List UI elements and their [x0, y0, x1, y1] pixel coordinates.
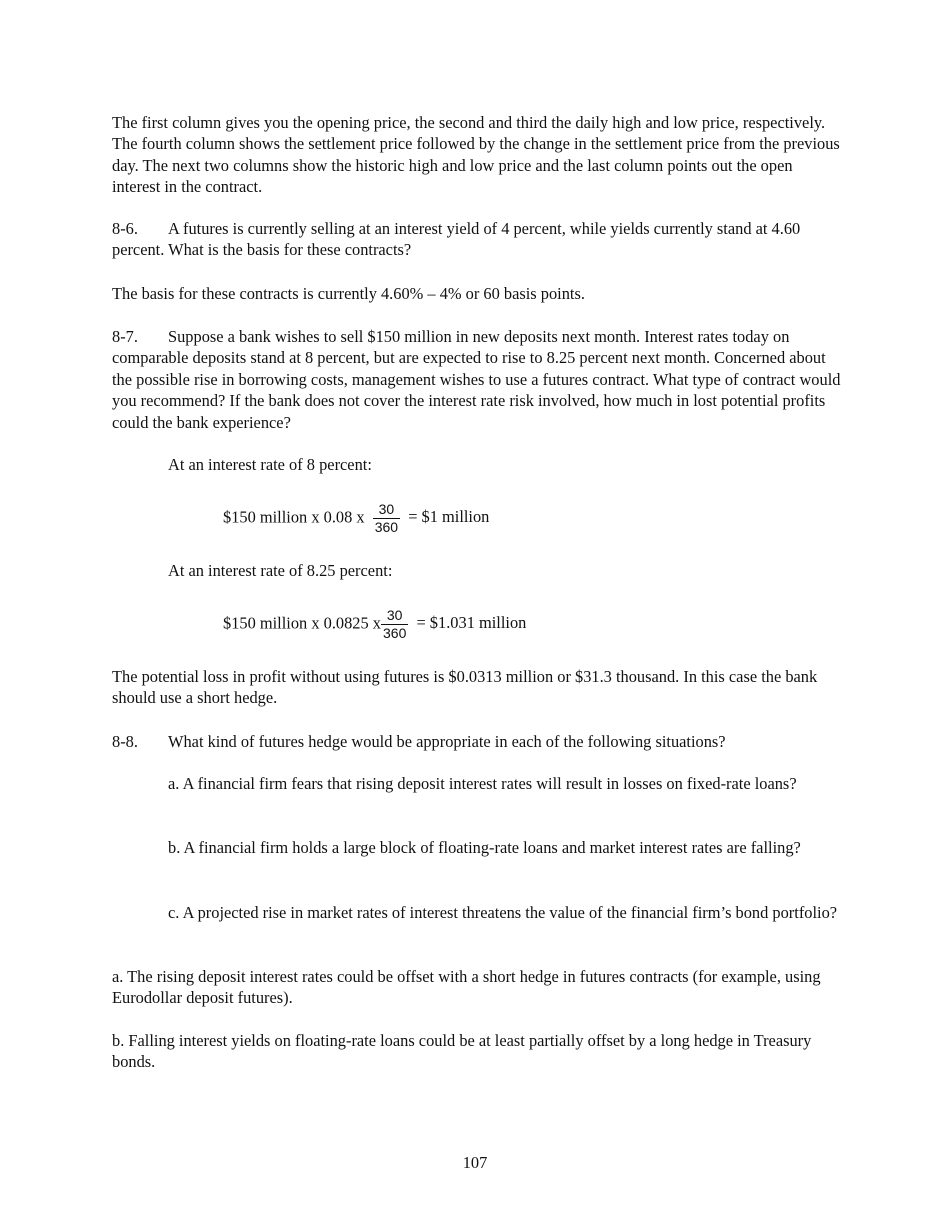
answer-8-6: The basis for these contracts is currently 4.60% – 4% or 60 basis points. [112, 284, 585, 303]
rate-label-8: At an interest rate of 8 percent: [168, 455, 372, 474]
equation-825-percent [223, 607, 526, 642]
question-8-8-item-b: b. A financial firm holds a large block of floating-rate loans and market interest rates are falling? [168, 838, 801, 857]
question-text: Suppose a bank wishes to sell $150 million in new deposits next month. Interest rates today on comparable deposits stand at 8 percent, but are expected to rise to 8.25 percent next month. Concerned about the possible rise in borrowing costs, management wishes to use a futures contract. What type of contract would you recommend? If the bank does not cover the interest rate risk involved, how much in lost potential profits could the bank experience? [112, 327, 841, 432]
equation-8-percent [223, 501, 489, 536]
answer-8-7: The potential loss in profit without using futures is $0.0313 million or $31.3 thousand. In this case the bank should use a short hedge. [112, 667, 818, 708]
question-number: 8-8. [112, 732, 138, 751]
equation-left: $150 million x 0.08 x [223, 507, 365, 527]
intro-paragraph: The first column gives you the opening price, the second and third the daily high and low price, respectively. The fourth column shows the settlement price followed by the change in the settlement price from the previous day. The next two columns show the historic high and low price and the last column points out the open interest in the contract. [112, 113, 840, 197]
fraction-numerator: 30 [381, 607, 408, 625]
fraction [381, 607, 408, 642]
fraction-numerator: 30 [373, 501, 400, 519]
rate-label-825: At an interest rate of 8.25 percent: [168, 561, 393, 580]
equation-left: $150 million x 0.0825 x [223, 613, 381, 633]
question-8-6 [112, 218, 842, 261]
answer-8-8-b: b. Falling interest yields on floating-rate loans could be at least partially offset by a long hedge in Treasury bonds. [112, 1031, 812, 1072]
fraction-denominator: 360 [383, 625, 407, 641]
question-8-8-item-c: c. A projected rise in market rates of interest threatens the value of the financial firm’s bond portfolio? [168, 903, 838, 922]
question-text: A futures is currently selling at an interest yield of 4 percent, while yields currently stand at 4.60 percent. What is the basis for these contracts? [112, 219, 801, 260]
question-text: What kind of futures hedge would be appropriate in each of the following situations? [168, 732, 726, 751]
question-8-8-item-a: a. A financial firm fears that rising deposit interest rates will result in losses on fixed-rate loans? [168, 774, 797, 793]
fraction-denominator: 360 [374, 519, 399, 535]
page-number: 107 [462, 1153, 488, 1172]
question-number: 8-6. [112, 219, 138, 238]
question-8-7 [112, 326, 842, 433]
equation-right: = $1.031 million [416, 613, 527, 633]
fraction [373, 501, 400, 536]
question-8-8 [112, 731, 842, 752]
answer-8-8-a: a. The rising deposit interest rates could be offset with a short hedge in futures contracts (for example, using Eurodollar deposit futures). [112, 967, 821, 1008]
question-number: 8-7. [112, 327, 138, 346]
equation-right: = $1 million [408, 507, 490, 527]
